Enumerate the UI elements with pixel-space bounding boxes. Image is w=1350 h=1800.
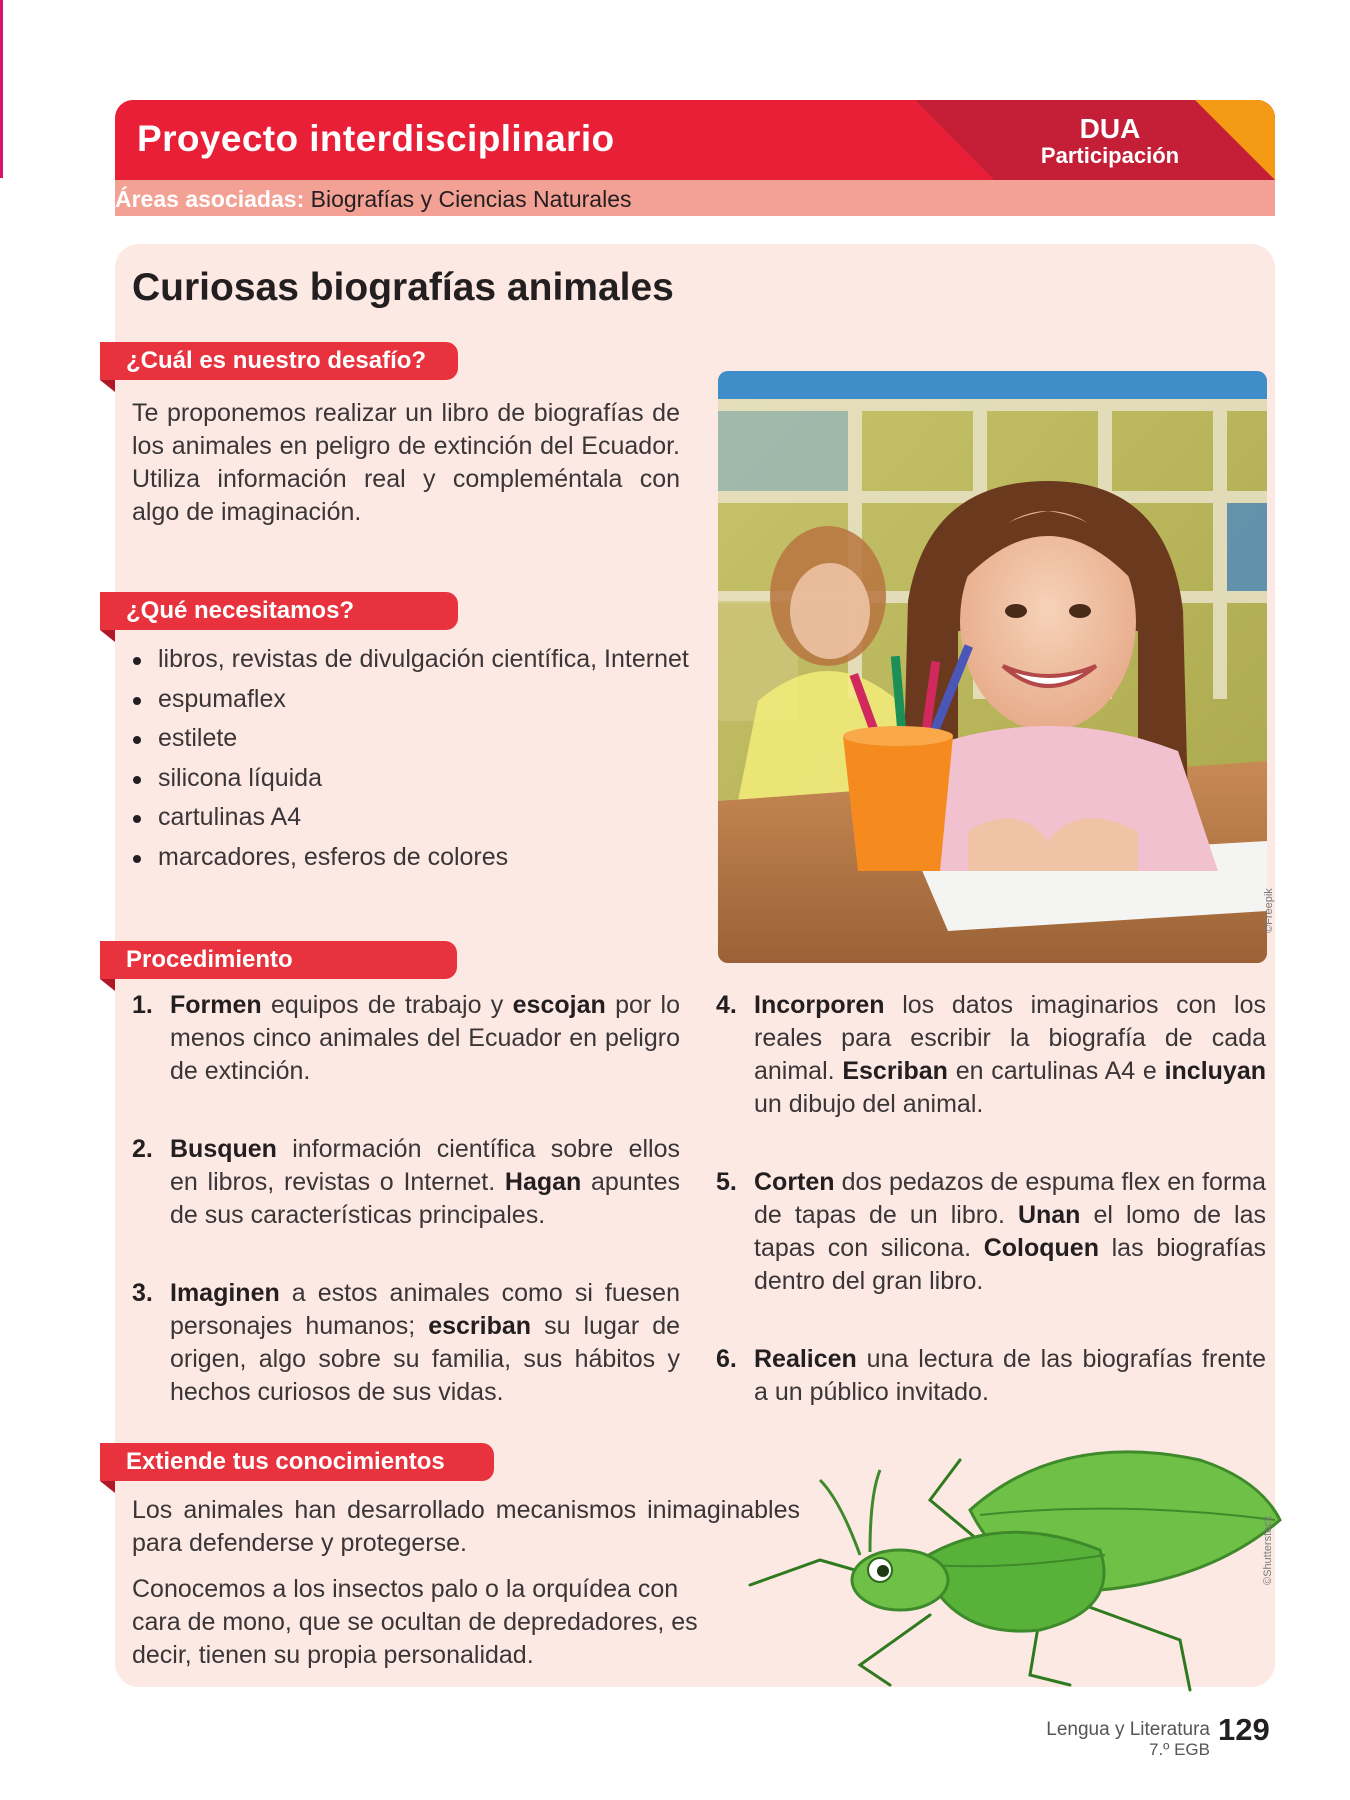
associated-areas-bar xyxy=(115,180,1275,216)
materials-list xyxy=(132,643,692,880)
areas-value: Biografías y Ciencias Naturales xyxy=(310,186,632,212)
procedure-step-3 xyxy=(132,1277,680,1409)
procedure-step-2 xyxy=(132,1133,680,1232)
footer-grade: 7.º EGB xyxy=(1148,1740,1210,1759)
step-text: Corten dos pedazos de espuma flex en forma de tapas de un libro. Unan el lomo de las tapas con silicona. Coloquen las biografías dentro del gran libro. xyxy=(754,1168,1267,1295)
section-heading-needs: ¿Qué necesitamos? xyxy=(100,592,458,630)
procedure-step-6 xyxy=(716,1343,1266,1409)
extend-paragraph-1: Los animales han desarrollado mecanismos inimaginables para defenderse y protegerse. xyxy=(132,1496,800,1557)
edge-marker xyxy=(0,0,3,178)
section-heading-extend: Extiende tus conocimientos xyxy=(100,1443,494,1481)
step-number: 5. xyxy=(716,1168,737,1196)
page-number: 129 xyxy=(1218,1712,1270,1747)
list-item: estilete xyxy=(132,722,692,762)
footer-subject: Lengua y Literatura xyxy=(1046,1719,1210,1740)
section-heading-procedure: Procedimiento xyxy=(100,941,457,979)
list-item: cartulinas A4 xyxy=(132,801,692,841)
banner-title: Proyecto interdisciplinario xyxy=(137,118,615,159)
list-item: libros, revistas de divulgación científica, Internet xyxy=(132,643,692,683)
procedure-step-4 xyxy=(716,989,1266,1121)
step-number: 6. xyxy=(716,1345,737,1373)
step-text: Incorporen los datos imaginarios con los reales para escribir la biografía de cada animal. Escriban en cartulinas A4 e incluyan un dibujo del animal. xyxy=(754,991,1266,1118)
dua-label: DUA xyxy=(1079,113,1141,144)
step-number: 1. xyxy=(132,991,153,1019)
step-text: Formen equipos de trabajo y escojan por lo menos cinco animales del Ecuador en peligro de extinción. xyxy=(170,991,680,1085)
step-number: 4. xyxy=(716,991,737,1019)
classroom-girl-photo xyxy=(718,371,1267,963)
step-text: Busquen información científica sobre ellos en libros, revistas o Internet. Hagan apuntes de sus características principales. xyxy=(170,1135,680,1229)
photo-credit: ©Freepik xyxy=(1263,888,1275,933)
challenge-text: Te proponemos realizar un libro de biografías de los animales en peligro de extinción del Ecuador. Utiliza información real y compleméntala con algo de imaginación. xyxy=(132,399,680,526)
procedure-step-5 xyxy=(716,1166,1266,1298)
section-heading-challenge: ¿Cuál es nuestro desafío? xyxy=(100,342,458,380)
step-number: 3. xyxy=(132,1279,153,1307)
step-text: Realicen una lectura de las biografías frente a un público invitado. xyxy=(754,1345,1266,1406)
page-title: Curiosas biografías animales xyxy=(132,266,674,309)
list-item: espumaflex xyxy=(132,683,692,723)
procedure-step-1 xyxy=(132,989,680,1088)
dua-participation-label: Participación xyxy=(1040,143,1180,168)
leaf-insect-icon xyxy=(740,1440,1300,1700)
list-item: silicona líquida xyxy=(132,762,692,802)
photo-illustration xyxy=(718,371,1267,963)
leaf-insect-illustration xyxy=(740,1440,1300,1700)
list-item: marcadores, esferos de colores xyxy=(132,841,692,881)
step-number: 2. xyxy=(132,1135,153,1163)
areas-label: Áreas asociadas: xyxy=(115,186,305,212)
illustration-credit: ©Shutterstock xyxy=(1262,1515,1274,1585)
extend-paragraph-2: Conocemos a los insectos palo o la orquídea con cara de mono, que se ocultan de depredadores, es decir, tienen su propia personalidad. xyxy=(132,1575,698,1669)
step-text: Imaginen a estos animales como si fuesen personajes humanos; escriban su lugar de origen, algo sobre su familia, sus hábitos y hechos curiosos de sus vidas. xyxy=(170,1279,681,1406)
